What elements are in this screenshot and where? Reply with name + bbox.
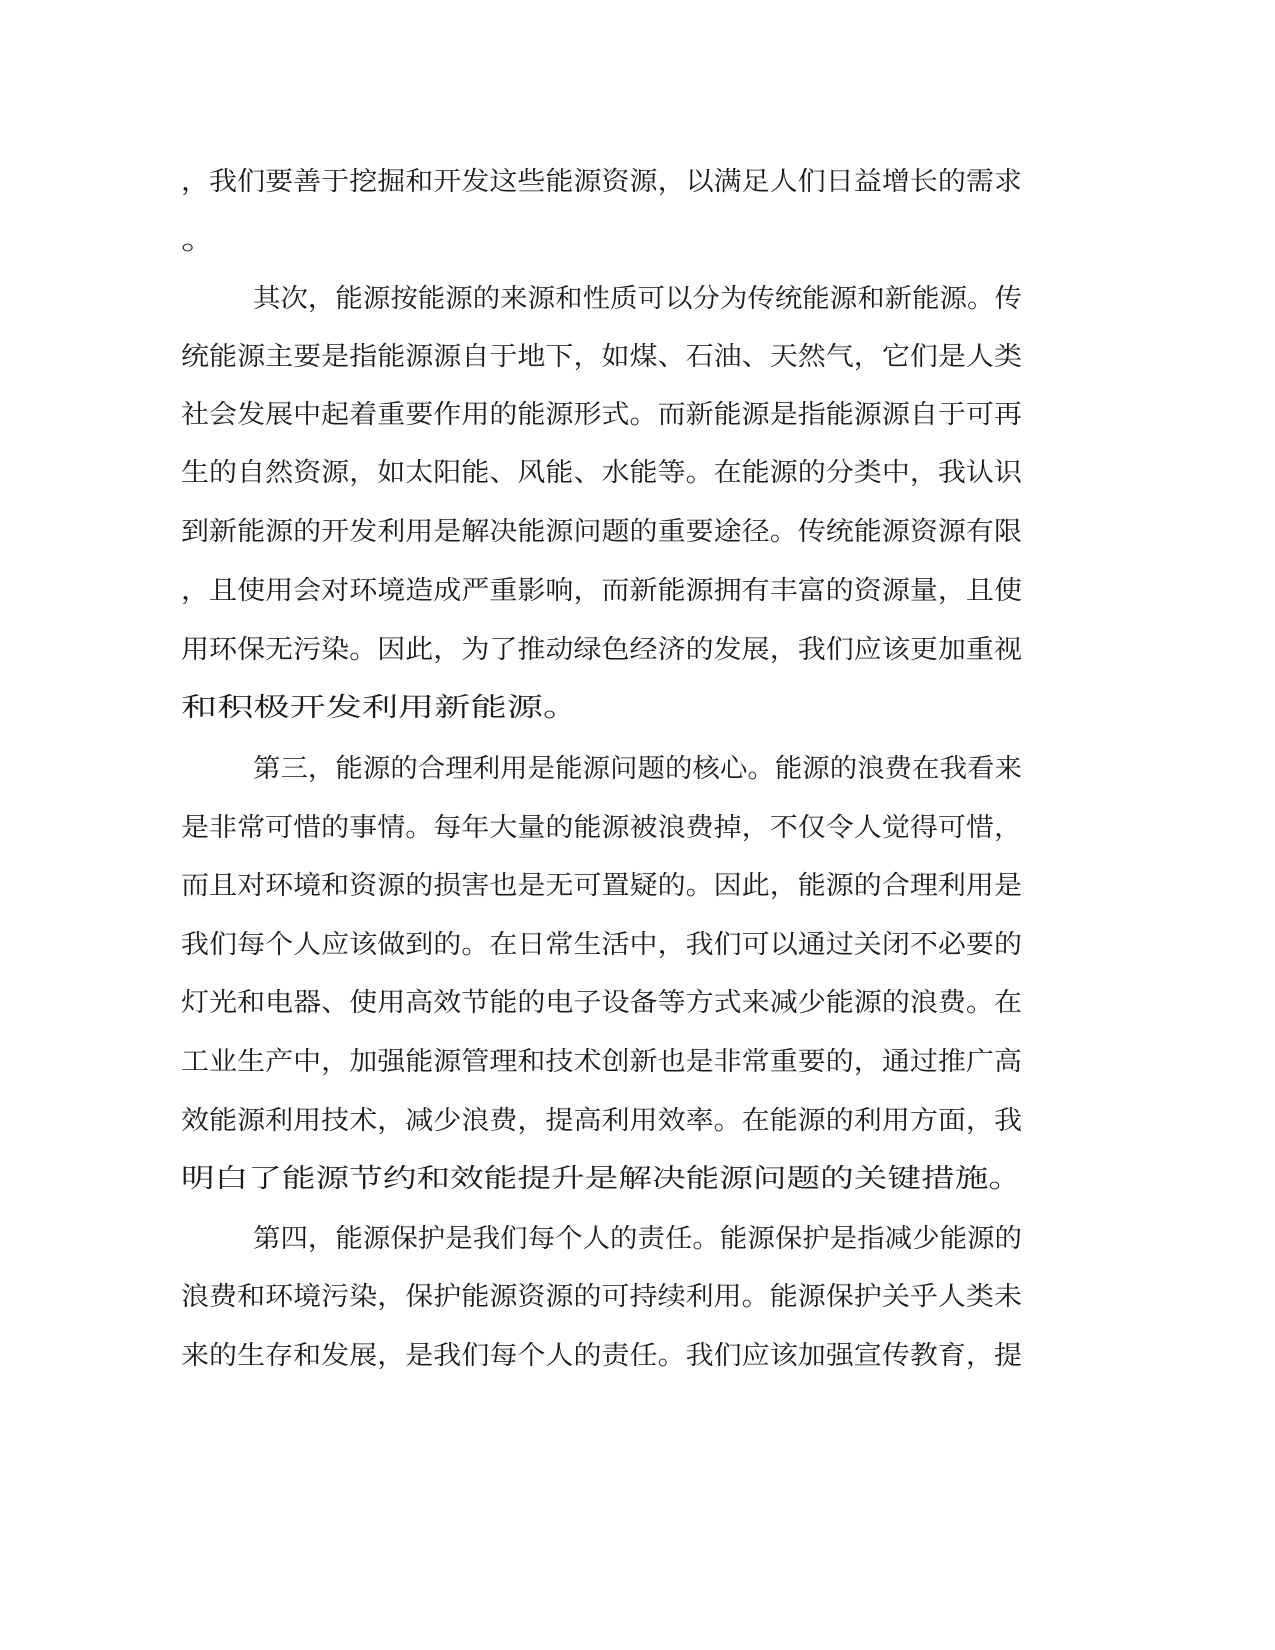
text-line: [0, 1336, 1275, 1376]
text-line: [0, 983, 1275, 1023]
text-line: [0, 925, 1275, 965]
line-text: 浪费和环境污染，保护能源资源的可持续利用。能源保护关乎人类未: [181, 1282, 1023, 1312]
line-text: 明白了能源节约和效能提升是解决能源问题的关键措施。: [181, 1164, 1022, 1194]
text-line: [0, 1042, 1275, 1082]
line-text: 是非常可惜的事情。每年大量的能源被浪费掉，不仅令人觉得可惜，: [181, 813, 1023, 843]
text-line: [0, 221, 1275, 261]
line-text: 效能源利用技术，减少浪费，提高利用效率。在能源的利用方面，我: [181, 1106, 1023, 1136]
text-line: [0, 1101, 1275, 1141]
line-text: 工业生产中，加强能源管理和技术创新也是非常重要的，通过推广高: [181, 1047, 1023, 1077]
line-text: 灯光和电器、使用高效节能的电子设备等方式来减少能源的浪费。在: [181, 988, 1023, 1018]
text-line: [0, 688, 1275, 728]
text-line: [0, 1277, 1275, 1317]
text-line: [0, 866, 1275, 906]
line-text: 我们每个人应该做到的。在日常生活中，我们可以通过关闭不必要的: [181, 930, 1023, 960]
text-line: [0, 453, 1275, 493]
line-text: 生的自然资源，如太阳能、风能、水能等。在能源的分类中，我认识: [181, 458, 1023, 488]
line-text: 第三，能源的合理利用是能源问题的核心。能源的浪费在我看来: [253, 754, 1023, 784]
line-text: 第四，能源保护是我们每个人的责任。能源保护是指减少能源的: [253, 1224, 1023, 1254]
text-line: [0, 162, 1275, 202]
line-text: 到新能源的开发利用是解决能源问题的重要途径。传统能源资源有限: [181, 517, 1023, 547]
text-line: [0, 630, 1275, 670]
text-line: [0, 337, 1275, 377]
line-text: 社会发展中起着重要作用的能源形式。而新能源是指能源源自于可再: [181, 400, 1023, 430]
line-text: ，我们要善于挖掘和开发这些能源资源，以满足人们日益增长的需求: [181, 167, 1023, 197]
text-line: [0, 749, 1275, 789]
text-line: [0, 1219, 1275, 1259]
line-text: ，且使用会对环境造成严重影响，而新能源拥有丰富的资源量，且使: [181, 576, 1023, 606]
text-line: [0, 571, 1275, 611]
line-text: 用环保无污染。因此，为了推动绿色经济的发展，我们应该更加重视: [181, 635, 1023, 665]
line-text: 。: [181, 226, 218, 256]
text-line: [0, 279, 1275, 319]
text-line: [0, 1159, 1275, 1199]
line-text: 和积极开发利用新能源。: [181, 693, 580, 723]
text-line: [0, 395, 1275, 435]
line-text: 其次，能源按能源的来源和性质可以分为传统能源和新能源。传: [253, 284, 1023, 314]
line-text: 统能源主要是指能源源自于地下，如煤、石油、天然气，它们是人类: [181, 342, 1023, 372]
text-line: [0, 512, 1275, 552]
line-text: 而且对环境和资源的损害也是无可置疑的。因此，能源的合理利用是: [181, 871, 1023, 901]
line-text: 来的生存和发展，是我们每个人的责任。我们应该加强宣传教育，提: [181, 1341, 1023, 1371]
text-line: [0, 808, 1275, 848]
